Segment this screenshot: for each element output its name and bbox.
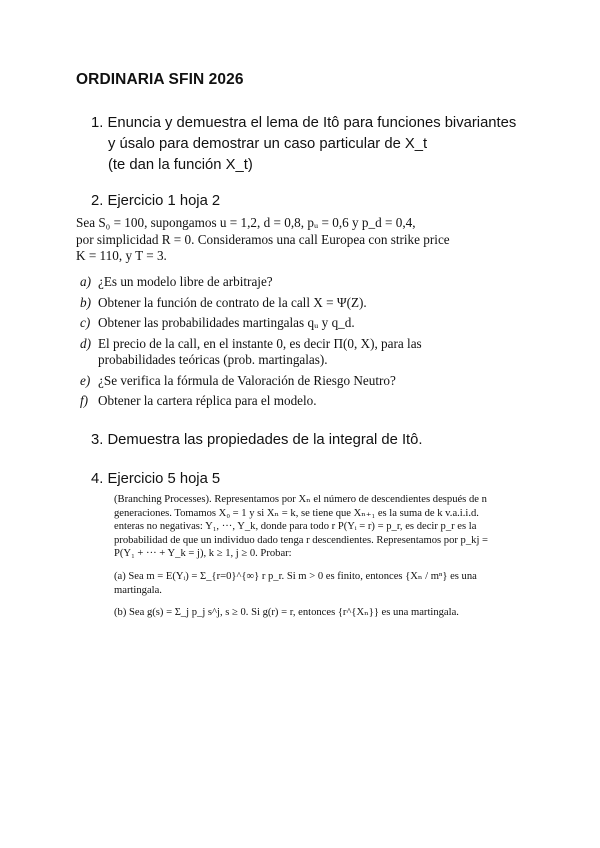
item-text: ¿Se verifica la fórmula de Valoración de Riesgo Neutro? bbox=[98, 372, 396, 388]
list-item bbox=[76, 295, 486, 312]
question-3-text: Demuestra las propiedades de la integral de Itô. bbox=[107, 432, 423, 448]
question-2-text: Ejercicio 1 hoja 2 bbox=[107, 193, 221, 209]
item-label: a) bbox=[80, 274, 91, 289]
item-text: Obtener la función de contrato de la call X = Ψ(Z). bbox=[98, 294, 367, 310]
exercise-5-intro: (Branching Processes). Representamos por Xₙ el número de descendientes después de n generaciones. Tomamos X₀ = 1 y si Xₙ = k, se tiene que Xₙ₊₁ es la suma de k v.a.i.i.d. enteras no negativas: Y₁, ···, Y_k, donde para todo r P(Yᵢ = r) = p_r, es decir p_r es la probabilidad de que un individuo dado tenga r descendientes. Representamos por p_kj = P(Y₁ + ··· + Y_k = j), k ≥ 1, j ≥ 0. Probar: bbox=[114, 494, 489, 560]
question-4-number: 4. bbox=[91, 471, 104, 487]
item-text: ¿Es un modelo libre de arbitraje? bbox=[98, 274, 273, 289]
question-2-number: 2. bbox=[91, 193, 104, 209]
question-3-number: 3. bbox=[91, 432, 104, 448]
question-1-line-2: y úsalo para demostrar un caso particular de X_t bbox=[108, 136, 428, 152]
item-label: d) bbox=[80, 335, 91, 351]
list-item bbox=[76, 336, 486, 369]
question-1 bbox=[91, 113, 561, 176]
exercise-5-statement bbox=[114, 493, 490, 620]
list-item bbox=[76, 393, 486, 410]
item-text: El precio de la call, en el instante 0, es decir Π(0, X), para las probabilidades teóricas (prob. martingalas). bbox=[98, 335, 422, 367]
list-item bbox=[76, 373, 486, 390]
exercise-1-statement bbox=[76, 215, 481, 265]
question-1-line-3: (te dan la función X_t) bbox=[108, 157, 253, 173]
item-text: Obtener las probabilidades martingalas qᵤ y q_d. bbox=[98, 315, 355, 330]
exercise-5-part-a: (a) Sea m = E(Yᵢ) = Σ_{r=0}^{∞} r p_r. Si m > 0 es finito, entonces {Xₙ / mⁿ} es una martingala. bbox=[114, 570, 477, 596]
exercise-1-intro-line-1: Sea S₀ = 100, supongamos u = 1,2, d = 0,8, pᵤ = 0,6 y p_d = 0,4, bbox=[76, 215, 416, 230]
list-item bbox=[76, 315, 486, 332]
question-2 bbox=[91, 191, 220, 212]
question-1-number: 1. bbox=[91, 115, 104, 131]
item-label: e) bbox=[80, 372, 91, 388]
item-text: Obtener la cartera réplica para el modelo. bbox=[98, 393, 317, 408]
exam-title: ORDINARIA SFIN 2026 bbox=[76, 71, 244, 88]
item-label: b) bbox=[80, 294, 91, 310]
item-label: f) bbox=[80, 393, 89, 408]
item-label: c) bbox=[80, 315, 91, 330]
exercise-5-part-b: (b) Sea g(s) = Σ_j p_j s^j, s ≥ 0. Si g(r) = r, entonces {r^{Xₙ}} es una martingala. bbox=[114, 607, 459, 619]
question-3 bbox=[91, 430, 423, 451]
question-4 bbox=[91, 469, 220, 490]
exercise-1-intro-line-2: por simplicidad R = 0. Consideramos una call Europea con strike price bbox=[76, 231, 450, 247]
question-1-line-1: Enuncia y demuestra el lema de Itô para funciones bivariantes bbox=[107, 115, 517, 131]
exercise-1-intro-line-3: K = 110, y T = 3. bbox=[76, 248, 167, 263]
exercise-1-items bbox=[76, 274, 486, 414]
question-4-text: Ejercicio 5 hoja 5 bbox=[107, 471, 221, 487]
list-item bbox=[76, 274, 486, 291]
